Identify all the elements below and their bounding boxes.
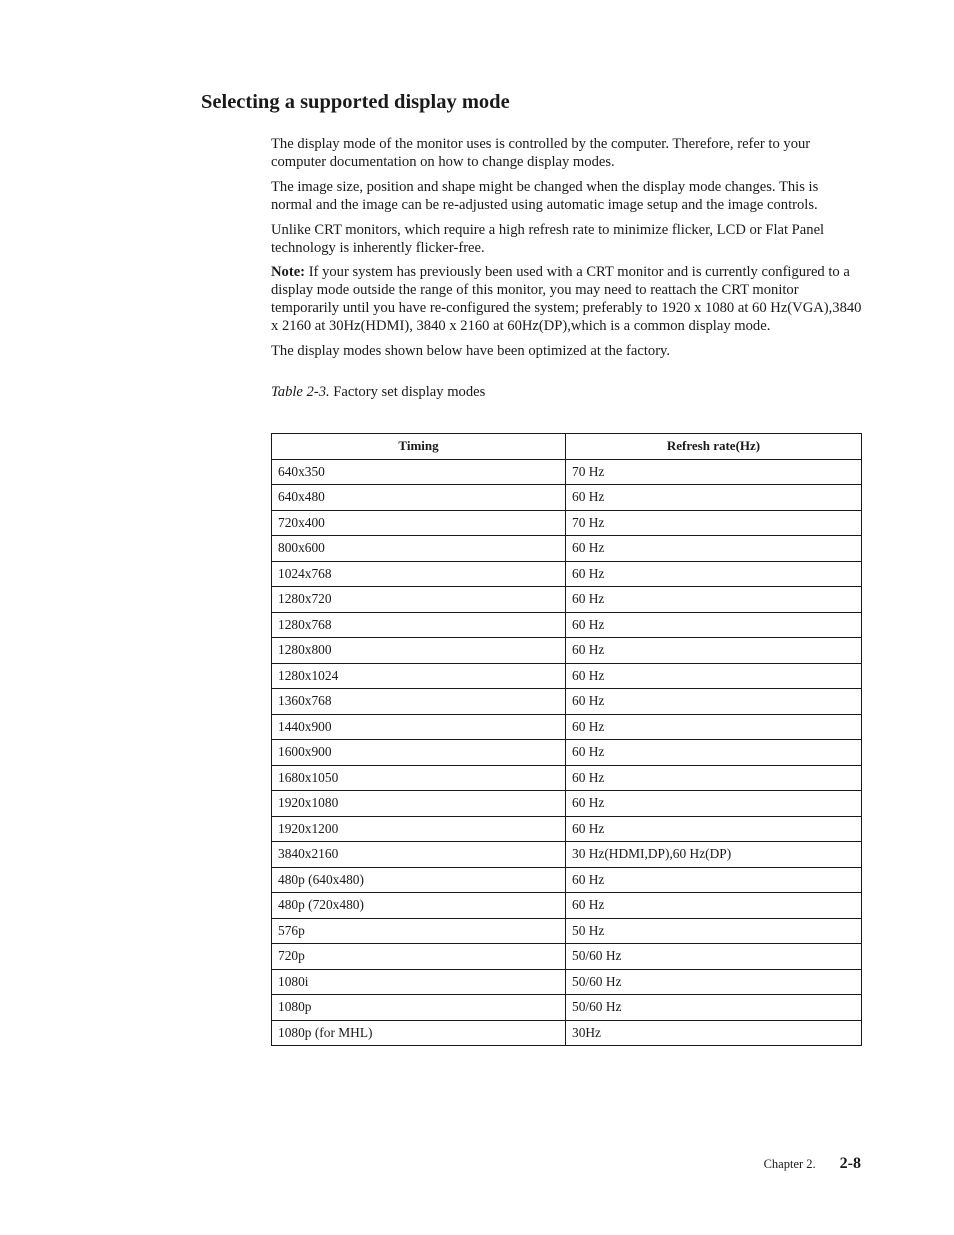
table-row: [272, 561, 862, 587]
refresh-rate-cell: 60 Hz: [566, 714, 862, 740]
paragraph: Unlike CRT monitors, which require a high refresh rate to minimize flicker, LCD or Flat Panel technology is inherently flicker-free.: [271, 221, 825, 256]
timing-cell: 640x350: [272, 459, 566, 485]
table-row: [272, 842, 862, 868]
refresh-rate-cell: 60 Hz: [566, 638, 862, 664]
refresh-rate-cell: 60 Hz: [566, 689, 862, 715]
table-row: [272, 1020, 862, 1046]
table-row: [272, 689, 862, 715]
table-row: [272, 995, 862, 1021]
table-row: [272, 510, 862, 536]
timing-cell: 1024x768: [272, 561, 566, 587]
refresh-rate-cell: 60 Hz: [566, 816, 862, 842]
table-row: [272, 791, 862, 817]
section-heading: Selecting a supported display mode: [201, 91, 510, 113]
refresh-rate-cell: 70 Hz: [566, 459, 862, 485]
refresh-rate-cell: 50/60 Hz: [566, 944, 862, 970]
header-timing: Timing: [272, 434, 566, 460]
header-refresh-rate: Refresh rate(Hz): [566, 434, 862, 460]
refresh-rate-cell: 60 Hz: [566, 485, 862, 511]
refresh-rate-cell: 60 Hz: [566, 561, 862, 587]
refresh-rate-cell: 50/60 Hz: [566, 995, 862, 1021]
refresh-rate-cell: 60 Hz: [566, 740, 862, 766]
timing-cell: 576p: [272, 918, 566, 944]
refresh-rate-cell: 50 Hz: [566, 918, 862, 944]
table-row: [272, 587, 862, 613]
timing-cell: 1280x768: [272, 612, 566, 638]
refresh-rate-cell: 70 Hz: [566, 510, 862, 536]
table-row: [272, 740, 862, 766]
timing-cell: 800x600: [272, 536, 566, 562]
paragraph: The image size, position and shape might be changed when the display mode changes. This is normal and the image can be re-adjusted using automatic image setup and the image controls.: [271, 178, 819, 213]
paragraph: The display mode of the monitor uses is controlled by the computer. Therefore, refer to your computer documentation on how to change display modes.: [271, 136, 811, 170]
timing-cell: 1920x1080: [272, 791, 566, 817]
table-row: [272, 663, 862, 689]
table-row: [272, 612, 862, 638]
paragraph: The display modes shown below have been optimized at the factory.: [271, 343, 671, 360]
timing-cell: 720x400: [272, 510, 566, 536]
table-row: [272, 638, 862, 664]
timing-cell: 1080p (for MHL): [272, 1020, 566, 1046]
table-caption: [271, 383, 863, 401]
footer-chapter: Chapter 2.: [763, 1157, 816, 1171]
table-row: [272, 867, 862, 893]
table-caption-text: Factory set display modes: [329, 383, 486, 400]
table-row: [272, 765, 862, 791]
table-row: [272, 944, 862, 970]
refresh-rate-cell: 60 Hz: [566, 765, 862, 791]
table-row: [272, 459, 862, 485]
note-text: If your system has previously been used with a CRT monitor and is currently configured to a display mode outside the range of this monitor, you may need to reattach the CRT monitor temporarily until you have re-configured the system; preferably to 1920 x 1080 at 60 Hz(VGA),3840 x 2160 at 30Hz(HDMI), 3840 x 2160 at 60Hz(DP),which is a common display mode.: [271, 264, 862, 335]
table-row: [272, 714, 862, 740]
refresh-rate-cell: 60 Hz: [566, 612, 862, 638]
timing-cell: 1280x1024: [272, 663, 566, 689]
table-row: [272, 816, 862, 842]
timing-cell: 1600x900: [272, 740, 566, 766]
timing-cell: 1440x900: [272, 714, 566, 740]
refresh-rate-cell: 30 Hz(HDMI,DP),60 Hz(DP): [566, 842, 862, 868]
page-footer: [764, 1155, 861, 1173]
timing-cell: 1360x768: [272, 689, 566, 715]
table-body: [272, 459, 862, 1046]
timing-cell: 1080p: [272, 995, 566, 1021]
refresh-rate-cell: 60 Hz: [566, 663, 862, 689]
note-paragraph: [271, 264, 863, 336]
table-row: [272, 893, 862, 919]
timing-cell: 3840x2160: [272, 842, 566, 868]
table-row: [272, 969, 862, 995]
refresh-rate-cell: 60 Hz: [566, 867, 862, 893]
table-header-row: [272, 434, 862, 460]
timing-cell: 480p (640x480): [272, 867, 566, 893]
timing-cell: 720p: [272, 944, 566, 970]
refresh-rate-cell: 60 Hz: [566, 893, 862, 919]
body-text: [271, 136, 863, 401]
timing-cell: 640x480: [272, 485, 566, 511]
refresh-rate-cell: 30Hz: [566, 1020, 862, 1046]
timing-cell: 1280x720: [272, 587, 566, 613]
timing-cell: 1080i: [272, 969, 566, 995]
page-number: 2-8: [839, 1155, 861, 1172]
table-caption-label: Table 2-3.: [271, 383, 330, 400]
timing-cell: 1680x1050: [272, 765, 566, 791]
note-label: Note:: [271, 264, 306, 281]
timing-cell: 1280x800: [272, 638, 566, 664]
table-row: [272, 536, 862, 562]
timing-cell: 1920x1200: [272, 816, 566, 842]
timing-cell: 480p (720x480): [272, 893, 566, 919]
table-row: [272, 485, 862, 511]
display-modes-table: [271, 433, 862, 1046]
table-row: [272, 918, 862, 944]
refresh-rate-cell: 50/60 Hz: [566, 969, 862, 995]
refresh-rate-cell: 60 Hz: [566, 791, 862, 817]
refresh-rate-cell: 60 Hz: [566, 587, 862, 613]
refresh-rate-cell: 60 Hz: [566, 536, 862, 562]
